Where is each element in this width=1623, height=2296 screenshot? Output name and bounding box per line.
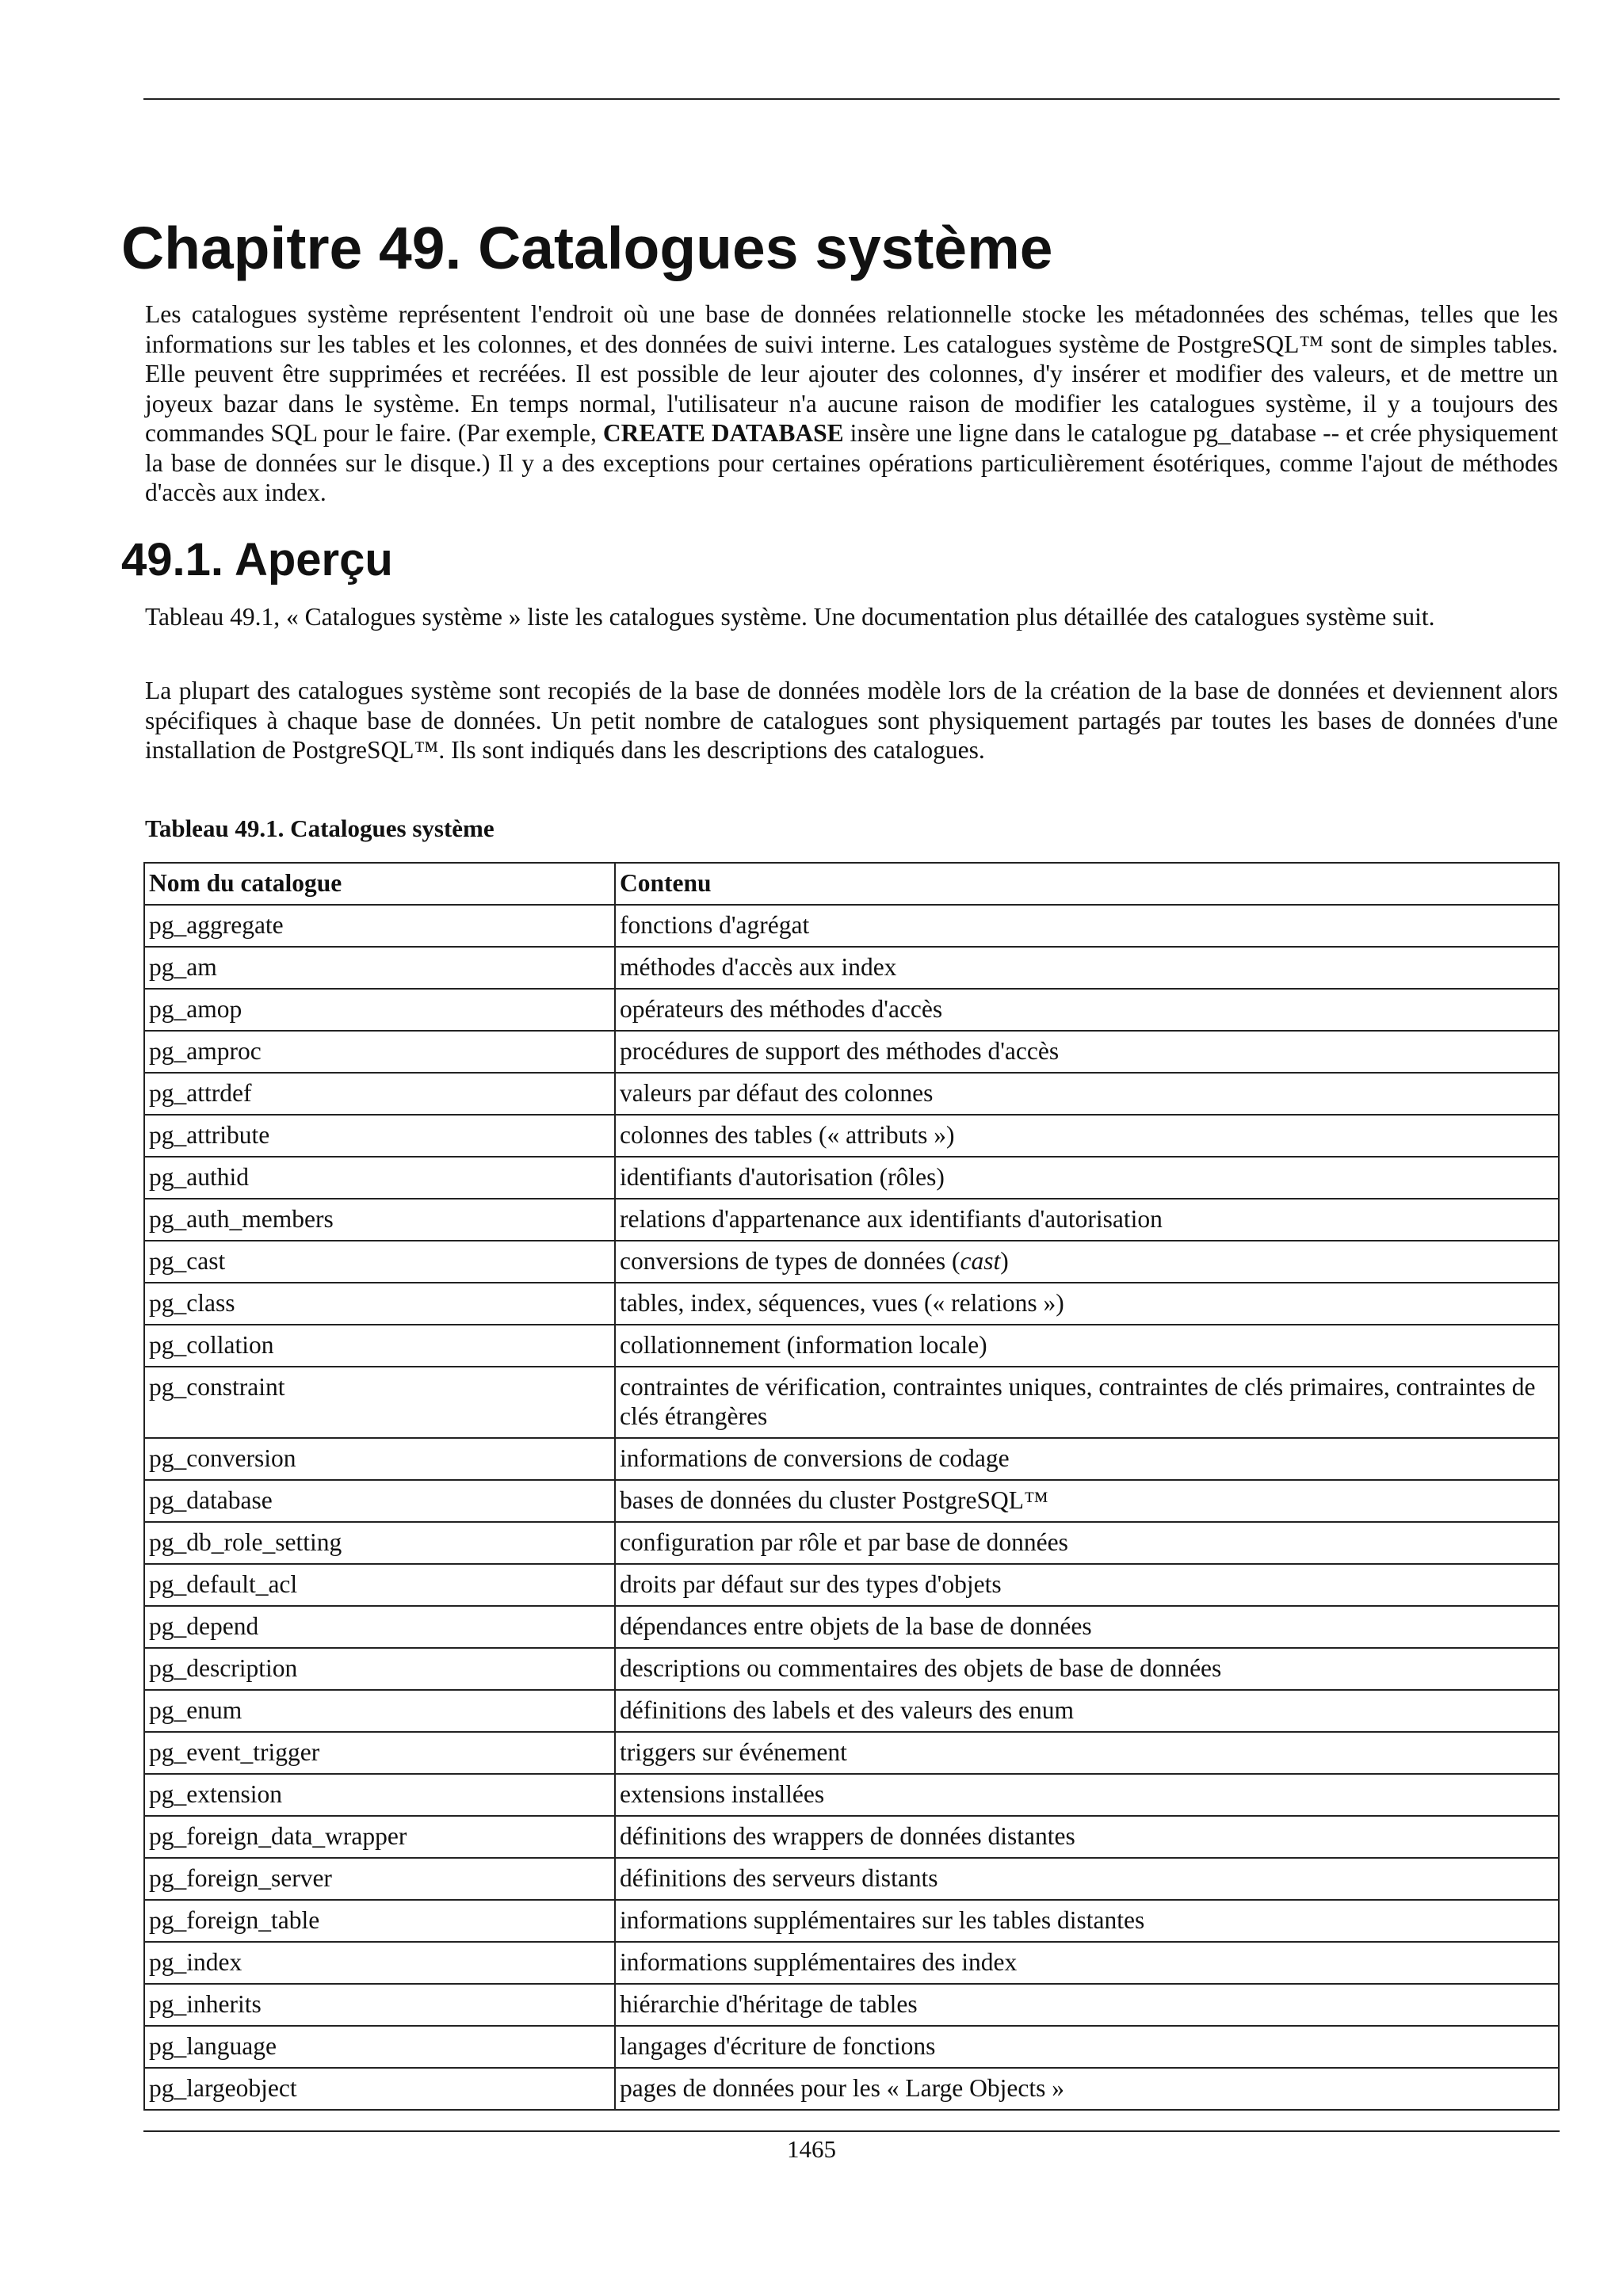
catalog-contents-cell: pages de données pour les « Large Objects » [615,2068,1559,2110]
table-row [144,989,1559,1031]
catalog-contents-cell: collationnement (information locale) [615,1325,1559,1367]
catalog-name-cell: pg_aggregate [144,905,615,947]
catalog-name-cell: pg_auth_members [144,1199,615,1241]
table-row [144,1942,1559,1984]
catalog-contents-cell: tables, index, séquences, vues (« relations ») [615,1283,1559,1325]
table-row [144,1325,1559,1367]
catalog-name-cell: pg_cast [144,1241,615,1283]
catalog-name-cell: pg_depend [144,1606,615,1648]
catalog-contents-cell: valeurs par défaut des colonnes [615,1073,1559,1115]
catalog-name-cell: pg_attrdef [144,1073,615,1115]
page-number: 1465 [787,2135,836,2163]
table-row [144,1522,1559,1564]
table-row [144,1367,1559,1438]
catalog-name-cell: pg_foreign_server [144,1858,615,1900]
table-row [144,1984,1559,2026]
catalog-name-cell: pg_largeobject [144,2068,615,2110]
catalog-contents-cell: informations supplémentaires sur les tables distantes [615,1900,1559,1942]
table-row [144,1283,1559,1325]
catalog-contents-cell: colonnes des tables (« attributs ») [615,1115,1559,1157]
table-row [144,1690,1559,1732]
catalog-contents-cell: fonctions d'agrégat [615,905,1559,947]
table-row [144,1157,1559,1199]
table-row [144,1073,1559,1115]
catalog-name-cell: pg_database [144,1480,615,1522]
table-row [144,1480,1559,1522]
table-row [144,1199,1559,1241]
catalog-contents-cell: informations de conversions de codage [615,1438,1559,1480]
catalog-name-cell: pg_extension [144,1774,615,1816]
catalog-name-cell: pg_index [144,1942,615,1984]
overview-paragraph-1: Tableau 49.1, « Catalogues système » liste les catalogues système. Une documentation plus détaillée des catalogues système suit. [145,603,1435,631]
contents-text: conversions de types de données ( [620,1247,960,1275]
table-row [144,1900,1559,1942]
catalog-contents-cell: configuration par rôle et par base de données [615,1522,1559,1564]
intro-paragraph [145,299,1558,508]
catalog-contents-cell: langages d'écriture de fonctions [615,2026,1559,2068]
table-row [144,905,1559,947]
catalog-name-cell: pg_description [144,1648,615,1690]
table-row [144,2068,1559,2110]
catalog-name-cell: pg_default_acl [144,1564,615,1606]
catalog-name-cell: pg_inherits [144,1984,615,2026]
catalog-contents-cell: méthodes d'accès aux index [615,947,1559,989]
catalog-contents-cell: définitions des serveurs distants [615,1858,1559,1900]
table-caption: Tableau 49.1. Catalogues système [145,814,495,842]
catalog-name-cell: pg_amop [144,989,615,1031]
catalog-name-cell: pg_db_role_setting [144,1522,615,1564]
intro-text-start: Les catalogues système représentent l'endroit où une base de données relationnelle stocke les métadonnées des schémas, telles que les informations sur les tables et les colonnes, et des données de suivi interne. Les catalogues système de PostgreSQL™ sont de simples tables. Elle peuvent être supprimées et recréées. Il est possible de leur ajouter des colonnes, d'y insérer et modifier des valeurs, et de mettre un joyeux bazar dans le système. En temps normal, l'utilisateur n'a aucune raison de modifier les catalogues système, il y a toujours des commandes SQL pour le faire. (Par exemple, [145,300,1558,447]
catalogs-table [143,862,1560,2111]
catalog-contents-cell: droits par défaut sur des types d'objets [615,1564,1559,1606]
overview-paragraph-2: La plupart des catalogues système sont recopiés de la base de données modèle lors de la création de la base de données et deviennent alors spécifiques à chaque base de données. Un petit nombre de catalogues sont physiquement partagés par toutes les bases de données d'une installation de PostgreSQL™. Ils sont indiqués dans les descriptions des catalogues. [145,677,1558,764]
chapter-title: Chapitre 49. Catalogues système [121,215,1053,281]
table-row [144,1564,1559,1606]
catalog-contents-cell: contraintes de vérification, contraintes uniques, contraintes de clés primaires, contraintes de clés étrangères [615,1367,1559,1438]
table-row [144,2026,1559,2068]
section-title: 49.1. Aperçu [121,534,393,585]
header-rule [143,98,1560,100]
table-row [144,1438,1559,1480]
catalog-name-cell: pg_event_trigger [144,1732,615,1774]
catalog-contents-cell: extensions installées [615,1774,1559,1816]
catalog-name-cell: pg_collation [144,1325,615,1367]
table-row [144,1648,1559,1690]
table-row [144,1858,1559,1900]
catalog-contents-cell: identifiants d'autorisation (rôles) [615,1157,1559,1199]
catalog-contents-cell: triggers sur événement [615,1732,1559,1774]
catalog-contents-cell: relations d'appartenance aux identifiants d'autorisation [615,1199,1559,1241]
table-row [144,1115,1559,1157]
catalog-name-cell: pg_constraint [144,1367,615,1438]
catalog-contents-cell: procédures de support des méthodes d'accès [615,1031,1559,1073]
catalog-name-cell: pg_language [144,2026,615,2068]
create-database-command: CREATE DATABASE [602,419,844,447]
table-row [144,1241,1559,1283]
contents-emphasis: cast [960,1247,1001,1275]
table-row [144,1606,1559,1648]
table-row [144,1031,1559,1073]
table-row [144,1816,1559,1858]
header-contents: Contenu [615,863,1559,905]
catalog-name-cell: pg_authid [144,1157,615,1199]
catalog-name-cell: pg_amproc [144,1031,615,1073]
intro-text-end: insère une ligne dans le catalogue pg_database -- et crée physiquement la base de données sur le disque.) Il y a des exceptions pour certaines opérations particulièrement ésotériques, comme l'ajout de méthodes d'accès aux index. [145,419,1559,506]
table-row [144,947,1559,989]
table-row [144,1774,1559,1816]
catalog-contents-cell: informations supplémentaires des index [615,1942,1559,1984]
catalog-name-cell: pg_conversion [144,1438,615,1480]
catalog-contents-cell: définitions des wrappers de données distantes [615,1816,1559,1858]
catalog-contents-cell: bases de données du cluster PostgreSQL™ [615,1480,1559,1522]
footer-rule [143,2130,1560,2132]
contents-text: ) [1000,1247,1009,1275]
header-catalog-name: Nom du catalogue [144,863,615,905]
catalog-name-cell: pg_attribute [144,1115,615,1157]
catalog-contents-cell: définitions des labels et des valeurs des enum [615,1690,1559,1732]
catalog-name-cell: pg_foreign_table [144,1900,615,1942]
table-header-row [144,863,1559,905]
catalog-name-cell: pg_am [144,947,615,989]
catalog-contents-cell: descriptions ou commentaires des objets de base de données [615,1648,1559,1690]
catalog-name-cell: pg_foreign_data_wrapper [144,1816,615,1858]
catalog-name-cell: pg_class [144,1283,615,1325]
catalog-contents-cell: dépendances entre objets de la base de données [615,1606,1559,1648]
catalog-contents-cell: opérateurs des méthodes d'accès [615,989,1559,1031]
catalog-contents-cell: hiérarchie d'héritage de tables [615,1984,1559,2026]
table-row [144,1732,1559,1774]
catalog-name-cell: pg_enum [144,1690,615,1732]
catalog-contents-cell [615,1241,1559,1283]
